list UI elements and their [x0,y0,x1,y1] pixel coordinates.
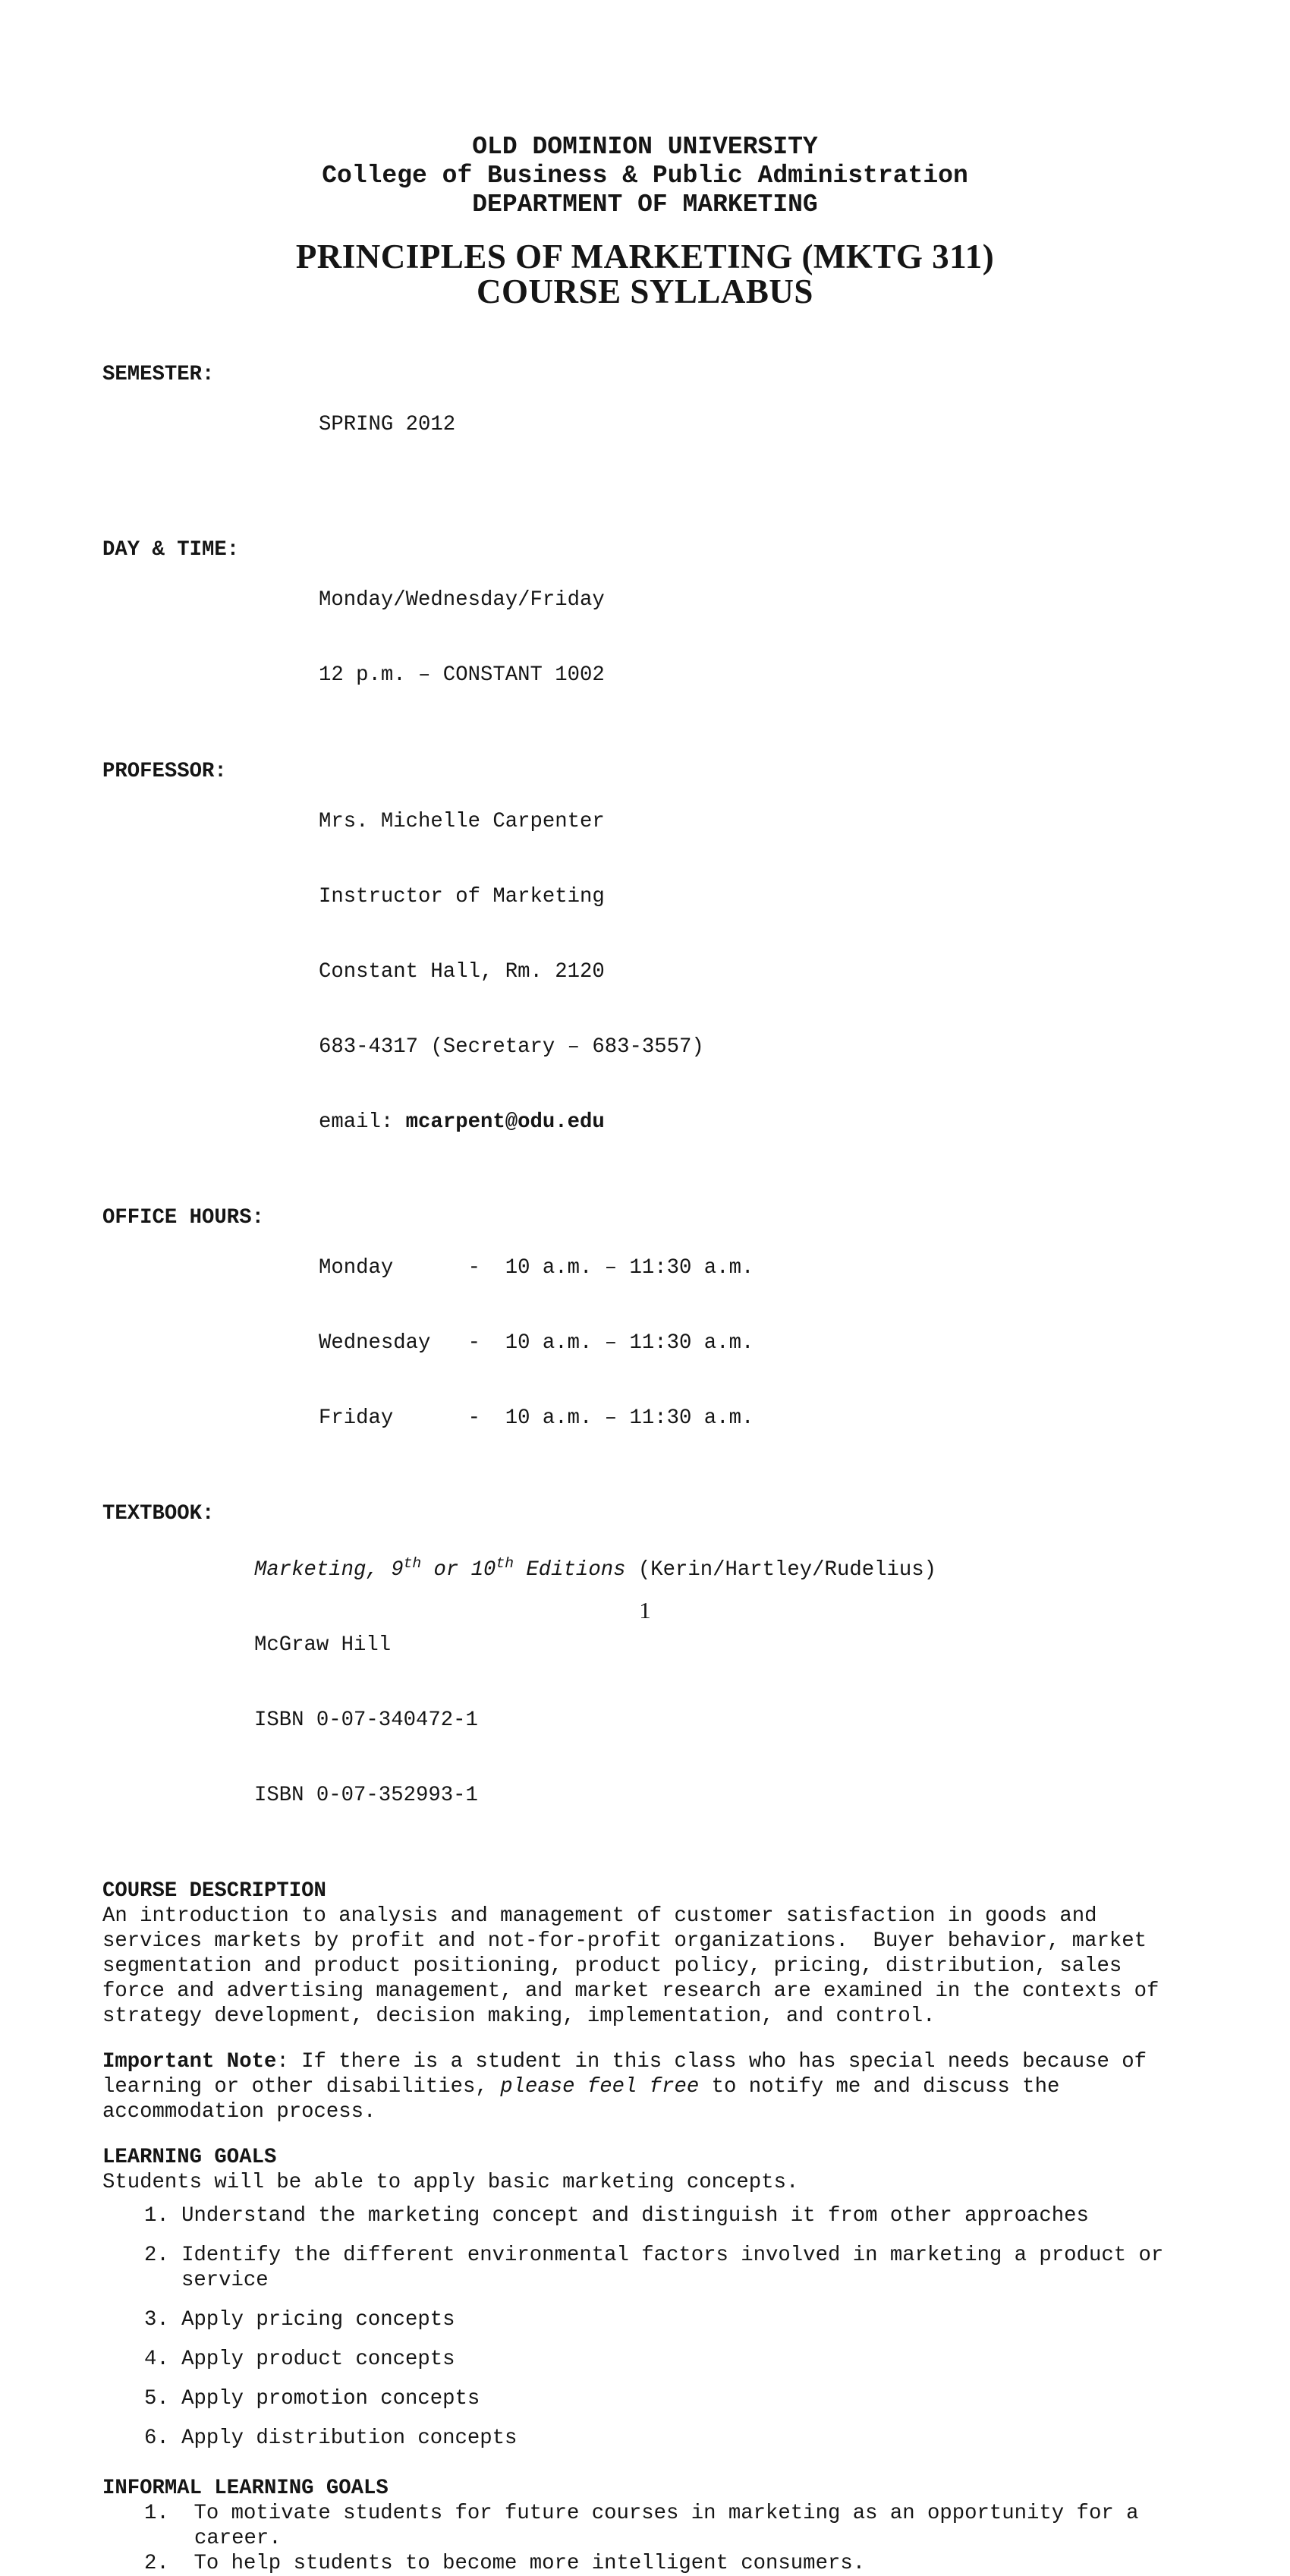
professor-office: Constant Hall, Rm. 2120 [319,960,605,984]
semester-label: SEMESTER: [102,363,215,386]
textbook-label: TEXTBOOK: [102,1502,215,1526]
informal-goals-section [102,2476,1188,2576]
office-hours-row: Wednesday - 10 a.m. – 11:30 a.m. [319,1331,754,1355]
course-description-text: An introduction to analysis and management of customer satisfaction in goods and services markets by profit and not-for-profit organizations. Buyer behavior, market segmentation and product positioning, product policy, pricing, distribution, sales force and advertising management, and market research are examined in the contexts of strategy development, decision making, implementation, and control. [102,1904,1159,2029]
office-hours-row: Friday - 10 a.m. – 11:30 a.m. [319,1406,754,1430]
learning-goal-item: 2. Identify the different environmental factors involved in marketing a product or service [144,2244,1164,2293]
semester-value: SPRING 2012 [319,413,456,436]
important-note-line: Important Note: If there is a student in this class who has special needs because of [102,2050,1147,2074]
professor-phone: 683-4317 (Secretary – 683-3557) [319,1035,704,1059]
course-title-line2: COURSE SYLLABUS [477,272,813,310]
semester-daytime-block [102,362,1188,537]
department-name: DEPARTMENT OF MARKETING [472,191,818,219]
page-number: 1 [639,1597,651,1623]
learning-goals-heading: LEARNING GOALS [102,2146,277,2170]
professor-email: mcarpent@odu.edu [405,1110,605,1134]
learning-goal-item: 6. Apply distribution concepts [144,2426,518,2451]
daytime-time-room: 12 p.m. – CONSTANT 1002 [319,663,605,687]
learning-goal-item: 1. Understand the marketing concept and distinguish it from other approaches [144,2204,1089,2228]
textbook-isbn: ISBN 0-07-352993-1 [254,1784,478,1808]
office-hours-values [319,1205,754,1481]
professor-name: Mrs. Michelle Carpenter [319,810,605,833]
semester-daytime-values [319,362,455,537]
college-name: College of Business & Public Administration [322,162,968,190]
learning-goal-item: 3. Apply pricing concepts [144,2308,455,2332]
course-description-heading: COURSE DESCRIPTION [102,1879,326,1904]
daytime-days: Monday/Wednesday/Friday [319,588,605,612]
informal-goals-heading: INFORMAL LEARNING GOALS [102,2477,389,2501]
textbook-isbn: ISBN 0-07-340472-1 [254,1708,478,1733]
office-hours-label: OFFICE HOURS: [102,1206,264,1230]
course-description-section [102,1878,1188,2029]
course-title [102,239,1188,309]
professor-label: PROFESSOR: [102,760,227,783]
informal-goal-item: 2. To help students to become more intelligent consumers. [144,2552,866,2576]
daytime-values [319,537,605,738]
learning-goals-intro: Students will be able to apply basic marketing concepts. [102,2171,799,2195]
daytime-label: DAY & TIME: [102,538,240,562]
textbook-publisher: McGraw Hill [254,1633,392,1658]
course-title-line1: PRINCIPLES OF MARKETING (MKTG 311) [295,238,995,276]
university-name: OLD DOMINION UNIVERSITY [472,133,818,161]
office-hours-row: Monday - 10 a.m. – 11:30 a.m. [319,1256,754,1280]
learning-goals-section [102,2145,1188,2451]
email-prefix: email: [319,1110,406,1134]
professor-role: Instructor of Marketing [319,885,605,909]
important-note-line: learning or other disabilities, please feel free to notify me and discuss the [102,2075,1060,2099]
important-note-line: accommodation process. [102,2100,376,2124]
professor-values [319,759,704,1185]
professor-block [102,759,1188,1185]
learning-goal-item: 5. Apply promotion concepts [144,2387,480,2411]
informal-goal-item: 1. To motivate students for future courses in marketing as an opportunity for a career. [144,2502,1151,2551]
textbook-title-line: Marketing, 9th or 10th Editions (Kerin/Hartley/Rudelius) [254,1555,936,1582]
learning-goal-item: 4. Apply product concepts [144,2348,455,2372]
office-hours-block [102,1205,1188,1481]
textbook-block [102,1501,1188,1858]
professor-email-line [319,1110,704,1135]
daytime-block [102,537,1188,738]
important-note-section [102,2049,1188,2124]
textbook-values [254,1501,936,1858]
document-header [102,133,1188,219]
